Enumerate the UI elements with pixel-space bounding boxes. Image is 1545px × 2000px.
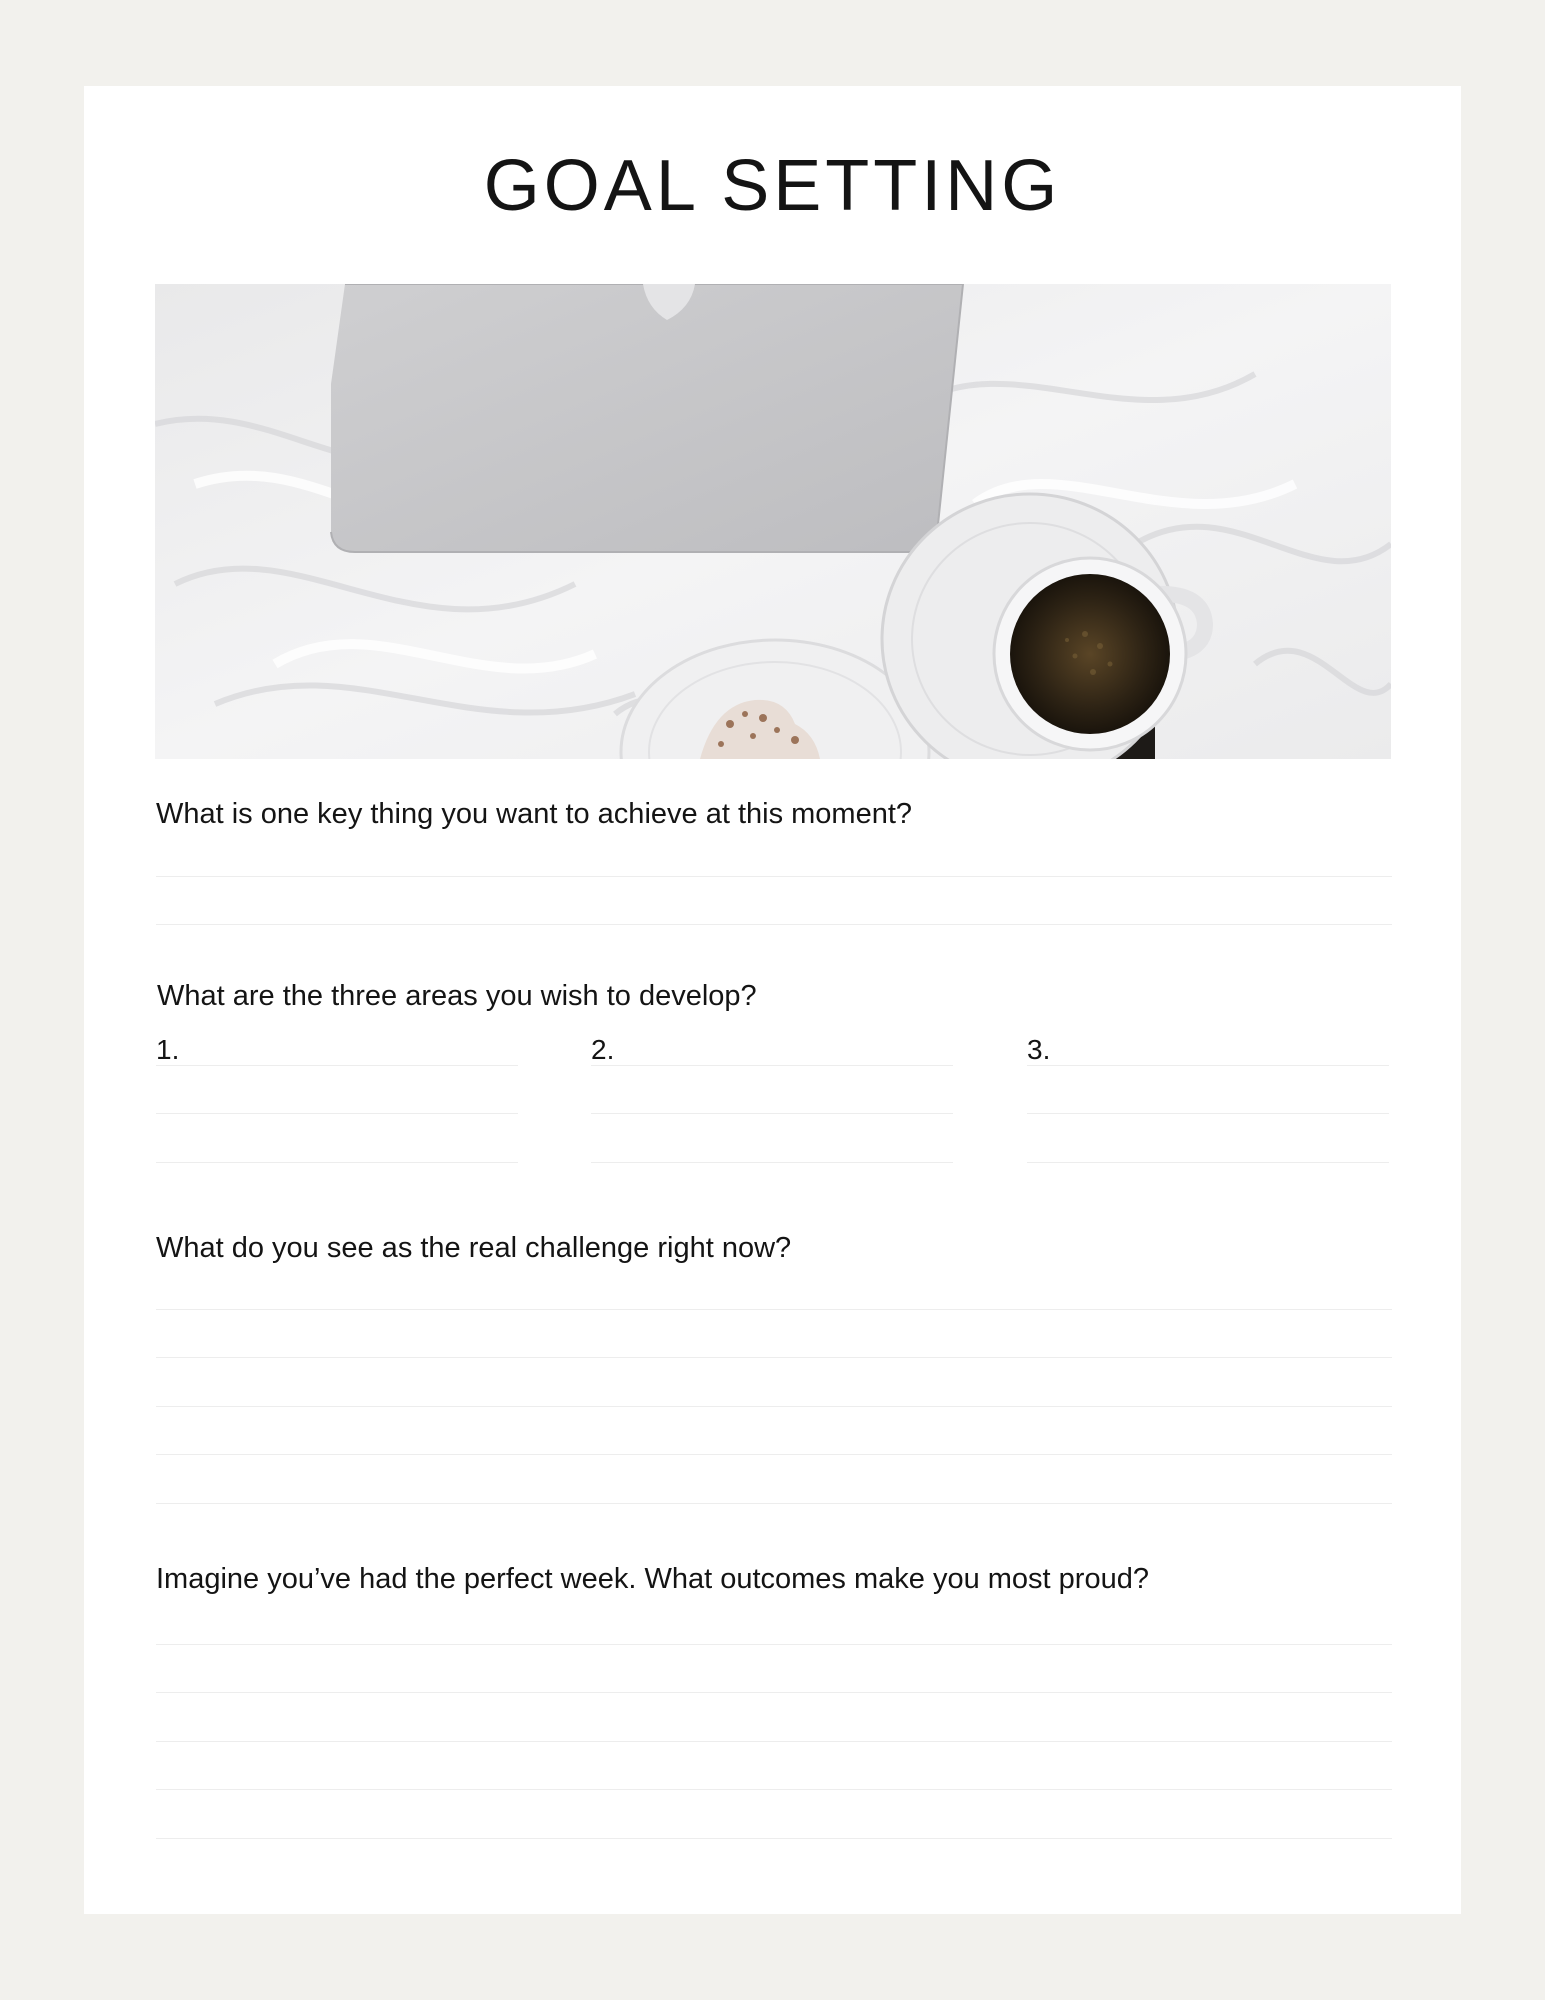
hero-photo	[155, 284, 1391, 759]
answer-line[interactable]	[156, 924, 1392, 925]
answer-line[interactable]	[156, 1406, 1392, 1407]
area-label-2: 2.	[591, 1034, 615, 1065]
area-3-line[interactable]	[1027, 1162, 1389, 1163]
area-1-line[interactable]	[156, 1113, 518, 1114]
question-perfect-week: Imagine you’ve had the perfect week. What outcomes make you most proud?	[156, 1563, 1149, 1595]
page-title: GOAL SETTING	[483, 146, 1062, 226]
area-label-3: 3.	[1027, 1034, 1051, 1065]
answer-line[interactable]	[156, 1357, 1392, 1358]
area-1-line[interactable]	[156, 1065, 518, 1066]
answer-line[interactable]	[156, 1454, 1392, 1455]
answer-line[interactable]	[156, 1692, 1392, 1693]
answer-line[interactable]	[156, 1309, 1392, 1310]
area-label-1: 1.	[156, 1034, 180, 1065]
question-real-challenge: What do you see as the real challenge right now?	[156, 1232, 792, 1264]
answer-line[interactable]	[156, 1789, 1392, 1790]
answer-line[interactable]	[156, 876, 1392, 877]
area-2-line[interactable]	[591, 1065, 953, 1066]
question-key-goal: What is one key thing you want to achieve at this moment?	[156, 798, 913, 830]
area-1-line[interactable]	[156, 1162, 518, 1163]
area-3-line[interactable]	[1027, 1113, 1389, 1114]
answer-line[interactable]	[156, 1644, 1392, 1645]
area-3-line[interactable]	[1027, 1065, 1389, 1066]
answer-line[interactable]	[156, 1741, 1392, 1742]
area-2-line[interactable]	[591, 1113, 953, 1114]
answer-line[interactable]	[156, 1503, 1392, 1504]
answer-line[interactable]	[156, 1838, 1392, 1839]
area-2-line[interactable]	[591, 1162, 953, 1163]
question-three-areas: What are the three areas you wish to develop?	[157, 980, 757, 1012]
